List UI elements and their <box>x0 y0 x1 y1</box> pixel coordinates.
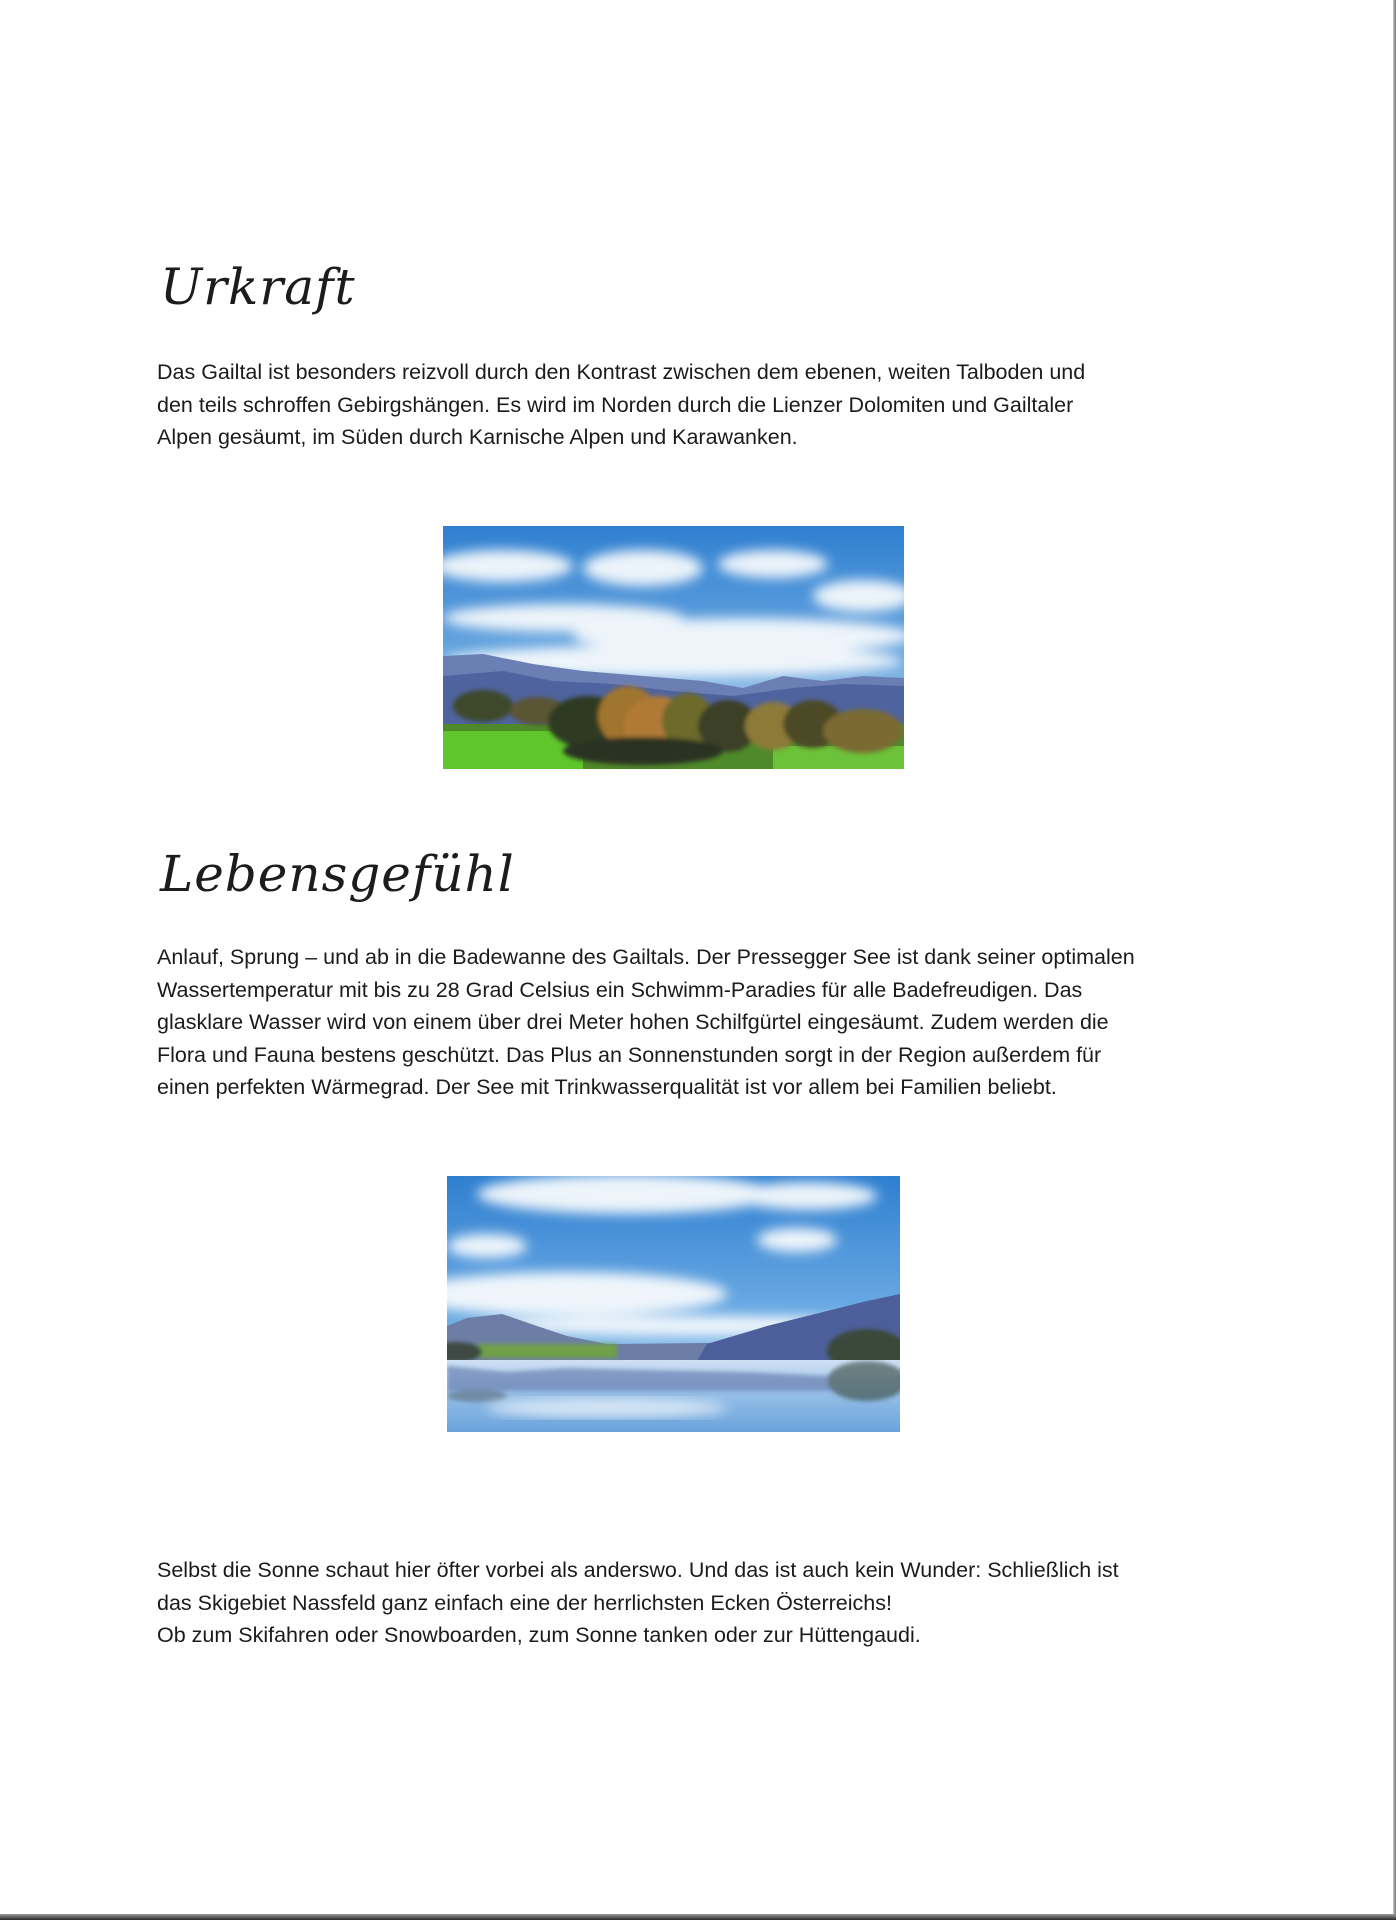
text-line: Flora und Fauna bestens geschützt. Das Plus an Sonnenstunden sorgt in der Region außerdem für <box>157 1042 1102 1067</box>
text-line: Anlauf, Sprung – und ab in die Badewanne des Gailtals. Der Pressegger See ist dank seiner optimalen <box>157 945 1135 969</box>
valley-landscape-photo <box>443 526 904 769</box>
section-paragraph-urkraft <box>157 356 1237 454</box>
text-line: Das Gailtal ist besonders reizvoll durch den Kontrast zwischen dem ebenen, weiten Talboden und <box>157 360 1086 384</box>
text-line: einen perfekten Wärmegrad. Der See mit Trinkwasserqualität ist vor allem bei Familien beliebt. <box>157 1075 1057 1099</box>
text-line: Selbst die Sonne schaut hier öfter vorbei als anderswo. Und das ist auch kein Wunder: Schließlich ist <box>157 1558 1119 1582</box>
text-line: den teils schroffen Gebirgshängen. Es wird im Norden durch die Lienzer Dolomiten und Gailtaler <box>157 392 1074 417</box>
section-paragraph-lebensgefuehl <box>157 941 1237 1104</box>
section-heading-lebensgefuehl: Lebensgefühl <box>160 845 515 903</box>
text-line: Wassertemperatur mit bis zu 28 Grad Celsius ein Schwimm-Paradies für alle Badefreudigen. Das <box>157 977 1083 1002</box>
text-line: das Skigebiet Nassfeld ganz einfach eine der herrlichsten Ecken Österreichs! <box>157 1590 892 1615</box>
closing-paragraph <box>157 1554 1237 1652</box>
text-line: glasklare Wasser wird von einem über drei Meter hohen Schilfgürtel eingesäumt. Zudem werden die <box>157 1010 1109 1034</box>
lake-landscape-photo <box>447 1176 900 1432</box>
section-heading-urkraft: Urkraft <box>160 258 356 316</box>
text-line: Ob zum Skifahren oder Snowboarden, zum Sonne tanken oder zur Hüttengaudi. <box>157 1623 921 1647</box>
text-line: Alpen gesäumt, im Süden durch Karnische Alpen und Karawanken. <box>157 425 798 449</box>
scan-edge-bottom <box>0 1914 1396 1920</box>
